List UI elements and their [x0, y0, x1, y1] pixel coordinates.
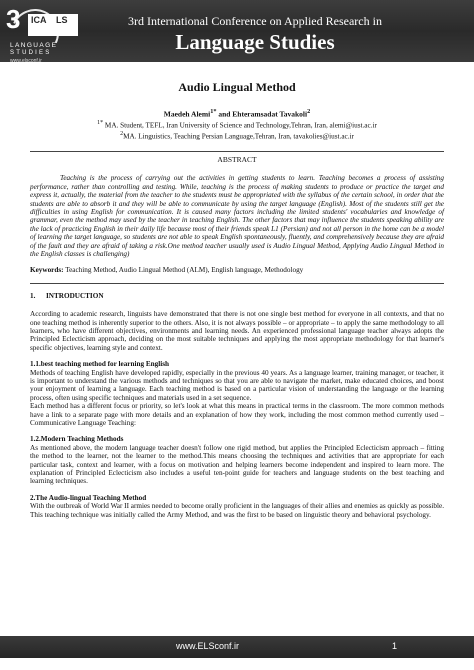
logo-text-studies: STUDIES [10, 50, 52, 56]
section-number: 1. [30, 291, 36, 300]
abstract-rule [30, 151, 444, 152]
logo-site: www.elsconf.ir [10, 58, 42, 64]
keywords [30, 266, 444, 274]
affiliation-2 [30, 130, 444, 141]
author-2-sup: 2 [307, 108, 311, 115]
affiliation-2-sup: 2 [120, 130, 124, 137]
abstract-heading: ABSTRACT [217, 154, 257, 164]
page-footer [0, 636, 474, 658]
author-2: and Ehteramsadat Tavakoli [216, 109, 308, 119]
keywords-label: Keywords: [30, 266, 64, 275]
paper-body [30, 78, 444, 519]
page-number: 1 [392, 641, 398, 651]
author-1: Maedeh Alemi [163, 109, 211, 119]
logo-number: 3 [6, 4, 21, 34]
author-line [30, 108, 444, 119]
conference-subtitle: Language Studies [175, 30, 335, 54]
logo-box-right: LS [56, 15, 68, 25]
affiliation-1-sup: 1* [97, 119, 104, 126]
section-title: INTRODUCTION [46, 291, 104, 300]
affiliation-2-text: MA. Linguistics, Teaching Persian Language,Tehran, Iran, tavakolies@iust.ac.ir [123, 132, 354, 141]
subsection-2-paragraph: With the outbreak of World War II armies needed to become orally proficient in the languages of their allies and enemies as quickly as possible. This teaching technique was initially called the Army Method, and was the first to be based on linguistic theory and behavioral psychology. [30, 502, 444, 519]
subsection-1-2-paragraph: As mentioned above, the modern language teacher doesn't follow one rigid method, but applies the Principled Eclecticism approach – fitting the method to the learner, not the learner to the method.This means choosing the techniques and activities that are appropriate for each particular task, context and learner, with a focus on motivation and helping learners become independent and inspired to learn more. The explanation of Principled Eclecticism also includes a useful ten-point guide for teachers and language students on the best teaching and learning techniques. [30, 443, 444, 486]
section-heading-introduction [30, 292, 444, 300]
subsection-heading-1-1: 1.1.best teaching method for learning English [30, 360, 170, 369]
subsection-heading-1-2: 1.2.Modern Teaching Methods [30, 435, 124, 444]
affiliation-1-text: MA. Student, TEFL, Iran University of Science and Technology,Tehran, Iran, alemi@iust.ac.ir [104, 121, 377, 130]
abstract-text: Teaching is the process of carrying out the activities in getting students to learn. Teaching becomes a process of assisting performance, rather than controlling and testing. While, teaching is the process of making students to produce or practice the target and express it, actually, the material from the teacher to the students must be appropriated with the syllabus of the certain school, in order that the students are able to absorb it and they will be able to communicate by using the target language (English). Most of the students still get the difficulties in using English for communication. It is caused many factors including the limited students' vocabularies and knowledge of grammar, even the method may used by the teacher in teaching English. The other factors that may influence the students speaking ability are the lack of practicing English in their daily life because most of their friends speak L1 (Persian) and not all person in the home can be a model of learning the target language, so students are not able to speak English spontaneously, fluently, and comprehensively because they are afraid of the fault and they are afraid of taking a risk.One method teacher usually used is Audio Lingual Method, Applying Audio Lingual Method in the English classes is challenging) [30, 174, 444, 258]
conference-banner [0, 0, 474, 62]
footer-url[interactable]: www.ELSconf.ir [176, 641, 240, 651]
logo-box [28, 14, 78, 36]
paper-title: Audio Lingual Method [178, 80, 296, 94]
affiliation-1 [30, 119, 444, 130]
footer-margin [0, 658, 474, 670]
subsection-1-1-paragraph-2: Each method has a different focus or priority, so let's look at what this means in practical terms in the classroom. The more common methods have a link to a separate page with more details and an explanation of how they work, including the most common method currently used – Communicative Language Teaching: [30, 402, 444, 428]
intro-paragraph: According to academic research, linguists have demonstrated that there is not one single best method for everyone in all contexts, and that no one teaching method is inherently superior to the others. Also, it is not always possible – or appropriate – to apply the same methodology to all learners, who have different objectives, environments and learning needs. An experienced professional language teacher always adopts the Principled Eclecticism approach, deciding on the most suitable techniques and applying the most appropriate methodology for that learner's specific objectives, learning style and context. [30, 310, 444, 352]
subsection-heading-2: 2.The Audio-lingual Teaching Method [30, 493, 147, 502]
author-1-sup: 1* [210, 108, 217, 115]
logo-text-language: LANGUAGE [10, 42, 58, 49]
section-rule [30, 283, 444, 284]
conference-logo [4, 4, 102, 62]
subsection-1-1-paragraph-1: Methods of teaching English have developed rapidly, especially in the previous 40 years. As a language learner, training manager, or teacher, it is important to understand the various methods and techniques so that you are able to navigate the market, make educated choices, and boost your enjoyment of learning a language. Each teaching method is based on a particular vision of understanding the language or the learning process, often using specific techniques and materials used in a set sequence. [30, 368, 444, 402]
logo-box-left: ICA [31, 15, 47, 25]
keywords-text: Teaching Method, Audio Lingual Method (ALM), English language, Methodology [63, 266, 304, 275]
conference-title: 3rd International Conference on Applied Research in [128, 14, 382, 28]
